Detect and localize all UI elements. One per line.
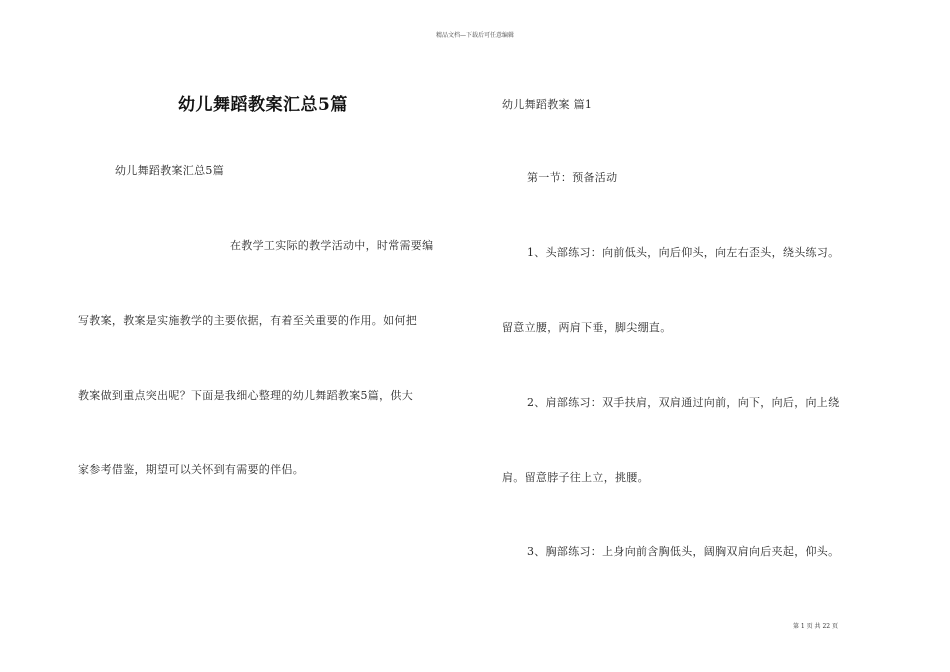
intro-line-3: 教案做到重点突出呢？下面是我细心整理的幼儿舞蹈教案5篇，供大: [78, 389, 413, 402]
intro-line-2: 写教案，教案是实施教学的主要依据，有着至关重要的作用。如何把: [78, 314, 417, 327]
lesson-line-4: 2、肩部练习：双手扶肩，双肩通过向前，向下，向后，向上绕: [527, 396, 840, 409]
document-subtitle: 幼儿舞蹈教案汇总5篇: [115, 164, 224, 177]
document-title: 幼儿舞蹈教案汇总5篇: [178, 95, 348, 115]
intro-line-1: 在教学工实际的教学活动中，时常需要编: [230, 239, 434, 252]
lesson-line-3: 留意立腰，两肩下垂，脚尖绷直。: [502, 321, 672, 334]
intro-line-4: 家参考借鉴，期望可以关怀到有需要的伴侣。: [78, 463, 304, 476]
lesson-line-2: 1、头部练习：向前低头，向后仰头，向左右歪头，绕头练习。: [527, 246, 840, 259]
lesson-line-1: 第一节：预备活动: [527, 171, 618, 184]
lesson-line-5: 肩。留意脖子往上立，挑腰。: [502, 471, 649, 484]
page-number: 第 1 页 共 22 页: [793, 623, 838, 630]
header-note: 精品文档—下载后可任意编辑: [435, 32, 514, 39]
lesson-line-6: 3、胸部练习：上身向前含胸低头，阔胸双肩向后夹起，仰头。: [527, 545, 840, 558]
section-title: 幼儿舞蹈教案 篇1: [502, 98, 593, 111]
